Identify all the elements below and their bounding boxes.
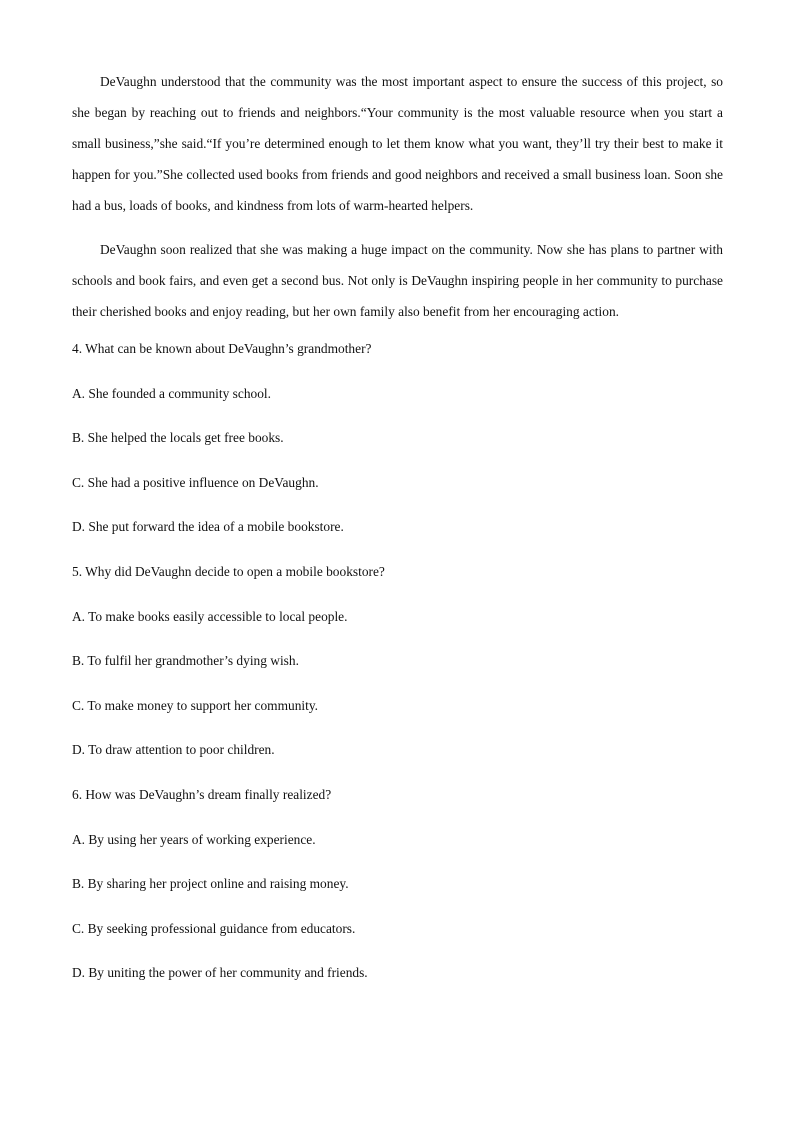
answer-option-b: B. To fulfil her grandmother’s dying wish.	[72, 653, 299, 669]
question-list	[72, 340, 723, 982]
answer-option-c: C. She had a positive influence on DeVaughn.	[72, 474, 319, 490]
answer-option-b: B. By sharing her project online and raising money.	[72, 876, 349, 892]
passage-paragraph-1: DeVaughn understood that the community was the most important aspect to ensure the success of this project, so she began by reaching out to friends and neighbors.“Your community is the most valuable resource when you start a small business,”she said.“If you’re determined enough to let them know what you want, they’ll try their best to make it happen for you.”She collected used books from friends and good neighbors and received a small business loan. Soon she had a bus, loads of books, and kindness from lots of warm-hearted helpers.	[72, 74, 723, 213]
answer-option-b: B. She helped the locals get free books.	[72, 430, 284, 446]
answer-option-d: D. To draw attention to poor children.	[72, 742, 275, 758]
answer-option-a: A. To make books easily accessible to local people.	[72, 608, 348, 624]
question-5	[72, 563, 723, 759]
reading-passage	[72, 66, 723, 327]
question-stem: 6. How was DeVaughn’s dream finally realized?	[72, 786, 332, 802]
answer-option-a: A. She founded a community school.	[72, 385, 271, 401]
question-4	[72, 340, 723, 536]
answer-option-d: D. By uniting the power of her community and friends.	[72, 965, 368, 981]
answer-option-c: C. To make money to support her community.	[72, 697, 319, 713]
answer-option-a: A. By using her years of working experience.	[72, 831, 316, 847]
answer-option-d: D. She put forward the idea of a mobile bookstore.	[72, 519, 344, 535]
passage-paragraph-2: DeVaughn soon realized that she was making a huge impact on the community. Now she has plans to partner with schools and book fairs, and even get a second bus. Not only is DeVaughn inspiring people in her community to purchase their cherished books and enjoy reading, but her own family also benefit from her encouraging action.	[72, 242, 723, 319]
question-6	[72, 786, 723, 982]
answer-option-c: C. By seeking professional guidance from educators.	[72, 920, 356, 936]
question-stem: 5. Why did DeVaughn decide to open a mobile bookstore?	[72, 563, 385, 579]
question-stem: 4. What can be known about DeVaughn’s grandmother?	[72, 341, 372, 356]
document-page	[72, 66, 723, 1009]
